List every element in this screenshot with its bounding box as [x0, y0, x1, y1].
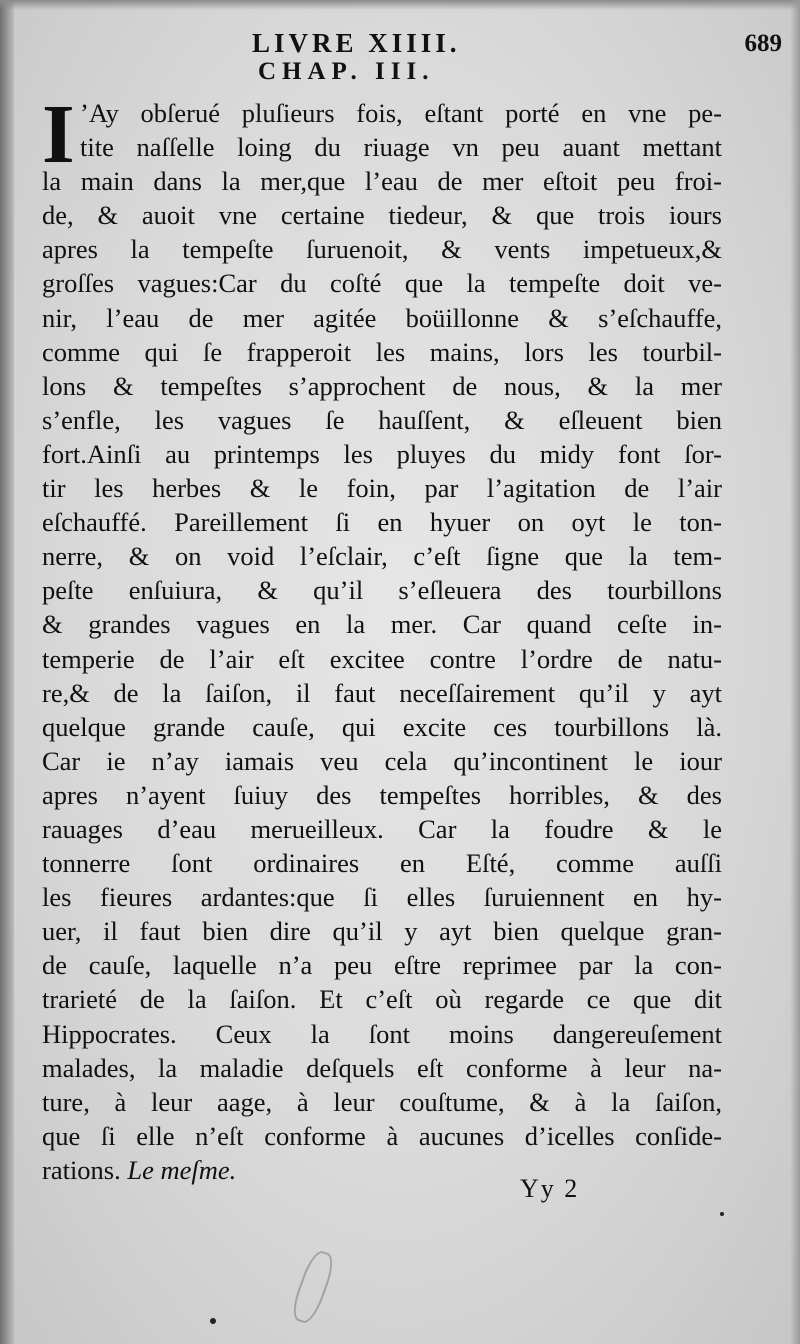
text-line: ture, à leur aage, à leur couſtume, & à la ſaiſon, — [42, 1086, 722, 1117]
text-line: temperie de l’air eſt excitee contre l’ordre de natu- — [42, 643, 722, 674]
ink-smudge — [288, 1248, 338, 1326]
text-line: la main dans la mer,que l’eau de mer eſtoit peu froi- — [42, 166, 722, 197]
text-line: malades, la maladie deſquels eſt conforme à leur na- — [42, 1052, 722, 1083]
text-line: quelque grande cauſe, qui excite ces tourbillons là. — [42, 711, 722, 742]
text-line: tonnerre ſont ordinaires en Eſté, comme auſſi — [42, 848, 722, 879]
ink-speck — [720, 1212, 724, 1216]
page-gutter-shadow — [0, 0, 14, 1344]
text-line: lons & tempeſtes s’approchent de nous, & la mer — [42, 370, 722, 401]
text-line: trarieté de la ſaiſon. Et c’eſt où regarde ce que dit — [42, 984, 722, 1015]
drop-capital: I — [42, 88, 75, 181]
text-line: groſſes vagues:Car du coſté que la tempeſte doit ve- — [42, 268, 722, 299]
text-line: Hippocrates. Ceux la ſont moins dangereuſement — [42, 1018, 722, 1049]
text-line: re,& de la ſaiſon, il faut neceſſairement qu’il y ayt — [42, 677, 722, 708]
text-line: rauages d’eau merueilleux. Car la foudre & le — [42, 813, 722, 844]
running-head: LIVRE XIIII. — [252, 28, 461, 58]
final-line-text: rations. — [42, 1154, 128, 1185]
chapter-heading: CHAP. III. — [258, 58, 435, 85]
text-line: uer, il faut bien dire qu’il y ayt bien quelque gran- — [42, 916, 722, 947]
text-line: eſchauffé. Pareillement ſi en hyuer on oyt le ton- — [42, 507, 722, 538]
text-line: tite naſſelle loing du riuage vn peu auant mettant — [80, 132, 722, 163]
text-line: s’enfle, les vagues ſe hauſſent, & eſleuent bien — [42, 404, 722, 435]
text-line: peſte enſuiura, & qu’il s’eſleuera des tourbillons — [42, 575, 722, 606]
ink-speck — [210, 1318, 216, 1324]
signature-mark: Yy 2 — [520, 1174, 580, 1203]
page-right-shadow — [790, 0, 800, 1344]
text-line: Car ie n’ay iamais veu cela qu’incontinent le iour — [42, 745, 722, 776]
text-line: les fieures ardantes:que ſi elles ſuruiennent en hy- — [42, 882, 722, 913]
text-line: apres la tempeſte ſuruenoit, & vents impetueux,& — [42, 234, 722, 265]
attribution: Le meſme. — [127, 1154, 237, 1185]
text-line: nir, l’eau de mer agitée boüillonne & s’eſchauffe, — [42, 302, 722, 333]
text-line: fort.Ainſi au printemps les pluyes du midy font ſor- — [42, 438, 722, 469]
body-text — [42, 88, 722, 1187]
text-line: de, & auoit vne certaine tiedeur, & que trois iours — [42, 200, 722, 231]
text-line: nerre, & on void l’eſclair, c’eſt ſigne que la tem- — [42, 541, 722, 572]
page-top-shadow — [0, 0, 800, 10]
text-line: apres n’ayent ſuiuy des tempeſtes horribles, & des — [42, 779, 722, 810]
text-line: ’Ay obſerué pluſieurs fois, eſtant porté en vne pe- — [80, 98, 722, 128]
page-number: 689 — [744, 30, 782, 57]
text-line: & grandes vagues en la mer. Car quand ceſte in- — [42, 609, 722, 640]
text-line-final — [42, 1153, 722, 1187]
text-line: que ſi elle n’eſt conforme à aucunes d’icelles conſide- — [42, 1120, 722, 1151]
text-line: tir les herbes & le foin, par l’agitation de l’air — [42, 473, 722, 504]
text-line: comme qui ſe frapperoit les mains, lors les tourbil- — [42, 336, 722, 367]
text-line: de cauſe, laquelle n’a peu eſtre reprimee par la con- — [42, 950, 722, 981]
